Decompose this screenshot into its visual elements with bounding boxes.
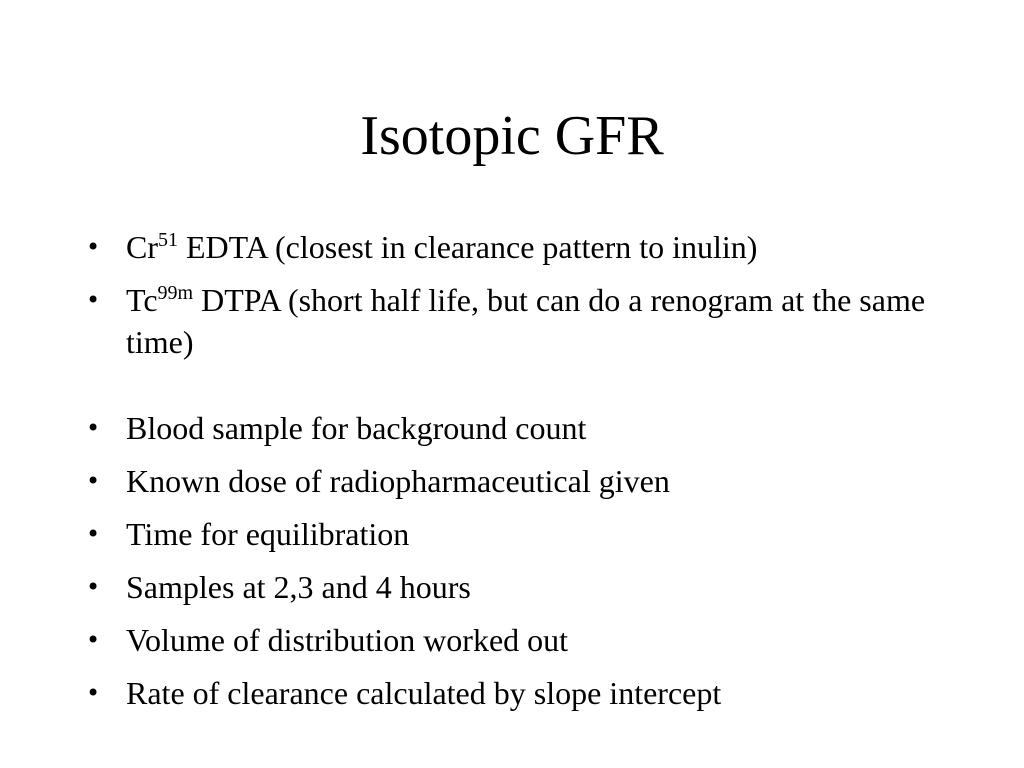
bullet-icon: • (86, 679, 101, 707)
bullet-icon: • (86, 233, 101, 261)
bullet-text-rest: EDTA (closest in clearance pattern to inulin) (178, 229, 758, 265)
bullet-icon: • (86, 414, 101, 442)
bullet-item-tc99m-dtpa (86, 279, 966, 363)
bullet-text: Known dose of radiopharmaceutical given (126, 463, 670, 499)
bullet-icon: • (86, 573, 101, 601)
bullet-item-volume (86, 619, 966, 661)
bullet-icon: • (86, 286, 101, 314)
bullet-item-cr51-edta (86, 226, 966, 268)
bullet-icon: • (86, 626, 101, 654)
bullet-icon: • (86, 520, 101, 548)
slide-title: Isotopic GFR (360, 105, 664, 167)
bullet-text: Rate of clearance calculated by slope intercept (126, 675, 722, 711)
bullet-item-equilibration (86, 513, 966, 555)
bullet-item-blood-sample (86, 407, 966, 449)
bullet-item-samples (86, 566, 966, 608)
bullet-text: Volume of distribution worked out (126, 622, 569, 658)
bullet-item-known-dose (86, 460, 966, 502)
bullet-icon: • (86, 467, 101, 495)
bullet-text-lead: Cr (126, 229, 158, 265)
isotope-superscript: 51 (158, 229, 178, 251)
bullet-text-lead: Tc (126, 282, 158, 318)
bullet-list (86, 226, 966, 725)
bullet-text-rest: DTPA (short half life, but can do a renogram at the same time) (126, 282, 926, 360)
bullet-text: Time for equilibration (126, 516, 410, 552)
bullet-text: Samples at 2,3 and 4 hours (126, 569, 471, 605)
isotope-superscript: 99m (157, 282, 194, 304)
bullet-text: Blood sample for background count (126, 410, 587, 446)
bullet-item-clearance-rate (86, 672, 966, 714)
